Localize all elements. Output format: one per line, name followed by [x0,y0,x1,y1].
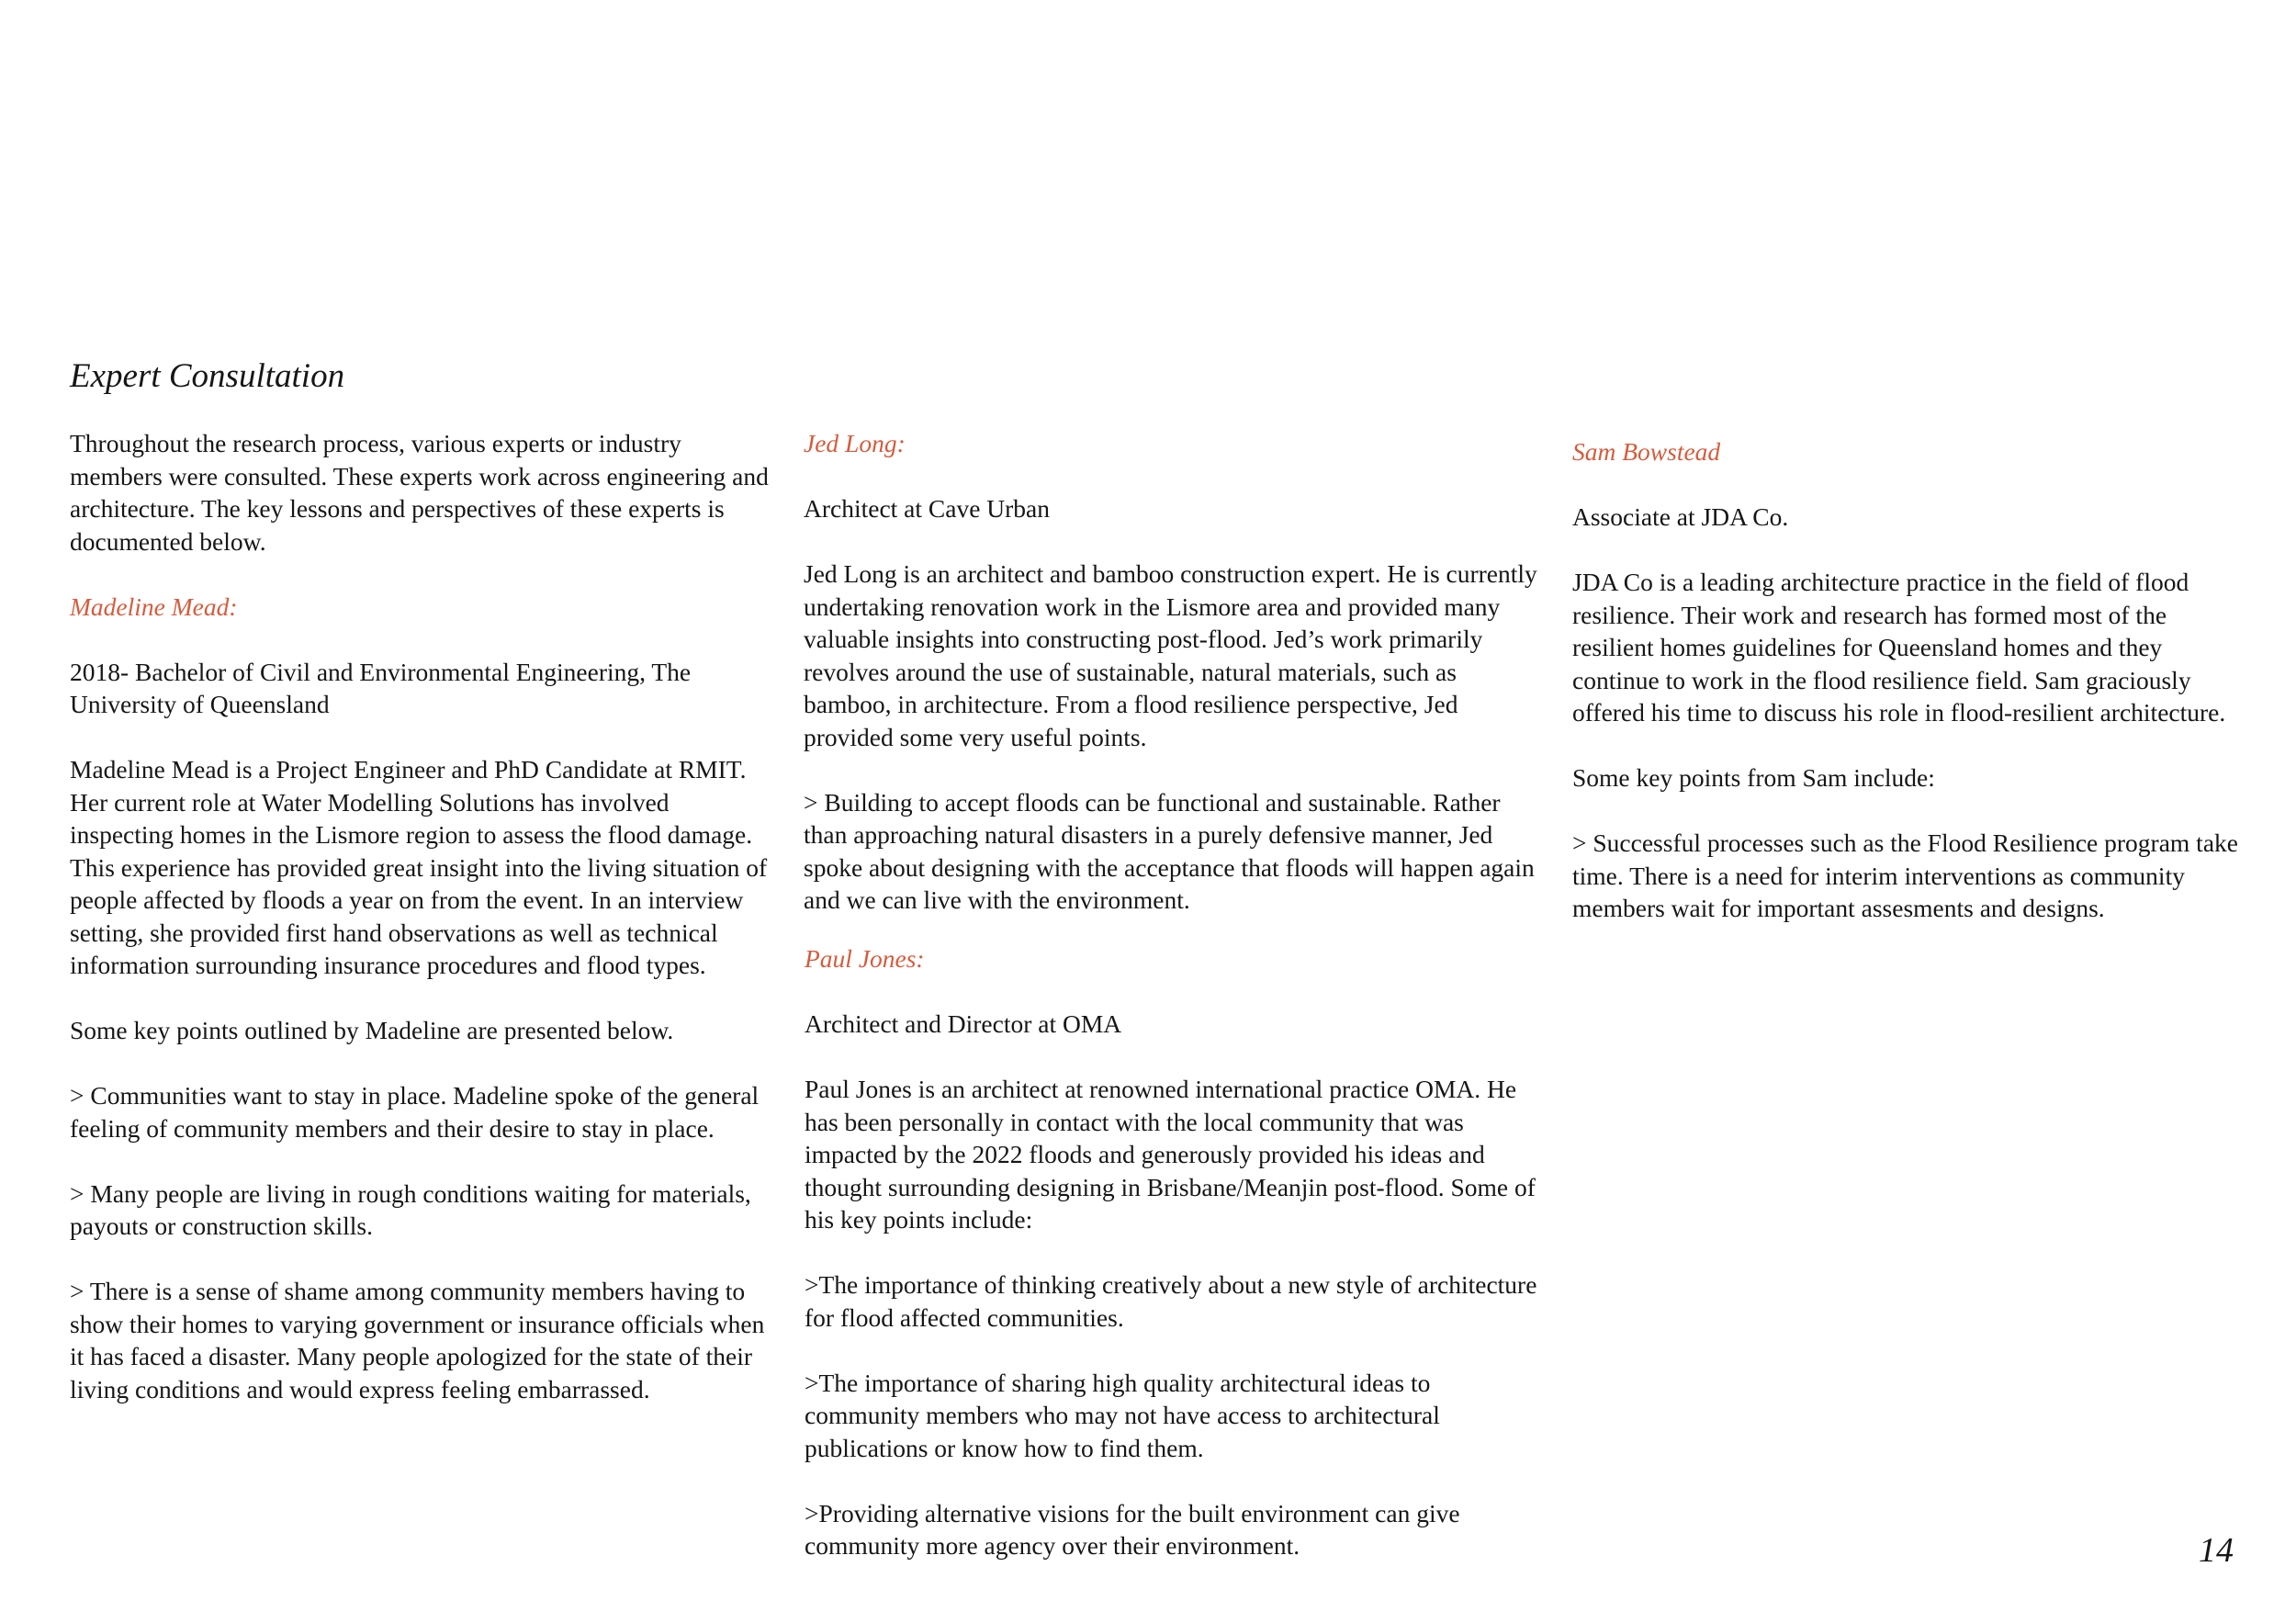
intro-paragraph: Throughout the research process, various experts or industry members were consulted. These experts work across engineering and architecture. The key lessons and perspectives of these experts is documented below. [70,429,769,556]
expert-role-jed: Architect at Cave Urban [804,494,1051,523]
expert-point: > Successful processes such as the Flood Resilience program take time. There is a need for interim interventions as community members wait for important assesments and designs. [1572,828,2238,922]
column-right [1572,435,2252,925]
expert-point: > Many people are living in rough conditions waiting for materials, payouts or construction skills. [70,1178,751,1240]
expert-bio-sam: JDA Co is a leading architecture practice in the field of flood resilience. Their work and research has formed most of the resilient homes guidelines for Queensland homes and they continue to work in the flood resilience field. Sam graciously offered his time to discuss his role in flood-resilient architecture. [1572,568,2226,727]
column-left [70,427,777,1405]
column-middle-bottom [805,942,1539,1562]
expert-bio-jed: Jed Long is an architect and bamboo construction expert. He is currently undertaking renovation work in the Lismore area and provided many valuable insights into constructing post-flood. Jed’s work primarily revolves around the use of sustainable, natural materials, such as bamboo, in architecture. From a flood resilience perspective, Jed provided some very useful points. [804,559,1537,751]
expert-name-madeline: Madeline Mead: [70,592,238,621]
expert-point: > Communities want to stay in place. Madeline spoke of the general feeling of community members and their desire to stay in place. [70,1081,760,1143]
expert-point: > There is a sense of shame among community members having to show their homes to varying government or insurance officials when it has faced a disaster. Many people apologized for the state of their living conditions and would express feeling embarrassed. [70,1277,765,1403]
expert-role-paul: Architect and Director at OMA [805,1009,1122,1038]
expert-point: >The importance of sharing high quality architectural ideas to community members who may not have access to architectural publications or know how to find them. [805,1368,1440,1462]
expert-point: >Providing alternative visions for the built environment can give community more agency over their environment. [805,1498,1460,1560]
expert-name-jed: Jed Long: [804,429,906,457]
expert-point: > Building to accept floods can be functional and sustainable. Rather than approaching natural disasters in a purely defensive manner, Jed spoke about designing with the acceptance that floods will happen again and we can live with the environment. [804,787,1535,914]
expert-role-sam: Associate at JDA Co. [1572,502,1789,531]
column-middle-top [804,427,1538,917]
page-title: Expert Consultation [70,357,345,395]
expert-role-madeline: 2018- Bachelor of Civil and Environmental Engineering, The University of Queensland [70,657,692,718]
expert-name-sam: Sam Bowstead [1572,437,1721,466]
expert-name-paul: Paul Jones: [805,944,925,973]
expert-points-intro-sam: Some key points from Sam include: [1572,763,1935,792]
expert-point: >The importance of thinking creatively about a new style of architecture for flood affected communities. [805,1270,1537,1332]
expert-bio-madeline: Madeline Mead is a Project Engineer and PhD Candidate at RMIT. Her current role at Water Modelling Solutions has involved inspecting homes in the Lismore region to assess the flood damage. This experience has provided great insight into the living situation of people affected by floods a year on from the event. In an interview setting, she provided first hand observations as well as technical information surrounding insurance procedures and flood types. [70,755,768,979]
expert-bio-paul: Paul Jones is an architect at renowned international practice OMA. He has been personally in contact with the local community that was impacted by the 2022 floods and generously provided his ideas and thought surrounding designing in Brisbane/Meanjin post-flood. Some of his key points include: [805,1075,1536,1234]
page-number: 14 [2199,1531,2234,1570]
expert-points-intro-madeline: Some key points outlined by Madeline are presented below. [70,1016,674,1044]
